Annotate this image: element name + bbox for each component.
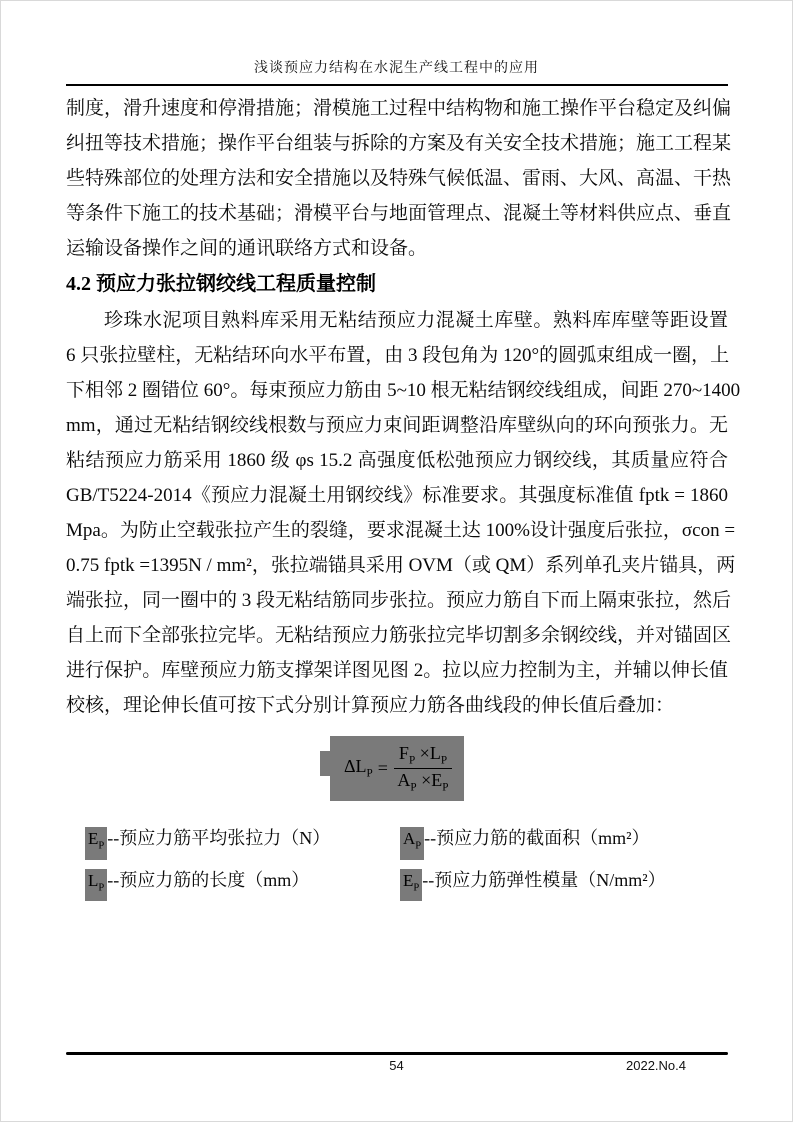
symbol-definitions (66, 818, 728, 901)
definition-item (400, 818, 650, 859)
definition-row (66, 818, 728, 859)
paragraph-line: 粘结预应力筋采用 1860 级 φs 15.2 高强度低松弛预应力钢绞线，其质量应符合 (66, 450, 728, 471)
fraction-numerator: $F_P \times L_P$ (394, 743, 452, 769)
symbol-chip: $L_P$ (85, 869, 107, 901)
paragraph-line: mm，通过无粘结钢绞线根数与预应力束间距调整沿库壁纵向的环向预张力。无 (66, 415, 728, 436)
paragraph-line: 校核，理论伸长值可按下式分别计算预应力筋各曲线段的伸长值后叠加： (66, 695, 675, 716)
paragraph-line: 自上而下全部张拉完毕。无粘结预应力筋张拉完毕切割多余钢绞线，并对锚固区 (66, 625, 732, 646)
paragraph-line: 纠扭等技术措施；操作平台组装与拆除的方案及有关安全技术措施；施工工程某 (66, 133, 732, 154)
paragraph-line: 进行保护。库壁预应力筋支撑架详图见图 2。拉以应力控制为主，并辅以伸长值 (66, 660, 728, 681)
formula-fraction (394, 743, 452, 793)
paragraph-line: 等条件下施工的技术基础；滑模平台与地面管理点、混凝土等材料供应点、垂直 (66, 203, 732, 224)
paragraph-line: 下相邻 2 圈错位 60°。每束预应力筋由 5~10 根无粘结钢绞线组成，间距 270~1400 (66, 380, 741, 401)
running-header-title: 浅谈预应力结构在水泥生产线工程中的应用 (254, 61, 539, 76)
formula-block (66, 736, 728, 801)
definition-item (85, 818, 400, 859)
definition-item (400, 860, 666, 901)
paragraph-line: 端张拉，同一圈中的 3 段无粘结筋同步张拉。预应力筋自下而上隔束张拉，然后 (66, 590, 732, 611)
footer-rule (66, 1052, 728, 1055)
definition-row (66, 860, 728, 901)
page-number: 54 (389, 1058, 404, 1073)
definition-text: --预应力筋弹性模量（N/mm²） (422, 869, 666, 890)
issue-label: 2022.No.4 (626, 1058, 686, 1073)
paragraph-line: 0.75 fptk =1395N / mm²，张拉端锚具采用 OVM（或 QM）系列单孔夹片锚具，两 (66, 555, 736, 576)
symbol-chip: $A_P$ (400, 827, 424, 859)
paragraph-line: GB/T5224-2014《预应力混凝土用钢绞线》标准要求。其强度标准值 fptk = 1860 (66, 485, 728, 506)
paragraph-line: 6 只张拉壁柱，无粘结环向水平布置，由 3 段包角为 120°的圆弧束组成一圈，上 (66, 345, 730, 366)
header-rule (66, 84, 728, 86)
paragraph-line: 些特殊部位的处理方法和安全措施以及特殊气候低温、雷雨、大风、高温、干热 (66, 168, 732, 189)
definition-text: --预应力筋的截面积（mm²） (424, 828, 650, 849)
paragraph-line: Mpa。为防止空载张拉产生的裂缝，要求混凝土达 100%设计强度后张拉，σcon = (66, 520, 736, 541)
formula-equals: = (377, 757, 388, 778)
paragraph-line: 珍珠水泥项目熟料库采用无粘结预应力混凝土库壁。熟料库库壁等距设置 (104, 310, 728, 331)
fraction-denominator: $A_P \times E_P$ (397, 769, 449, 794)
elongation-formula (330, 736, 464, 801)
definition-item (85, 860, 400, 901)
definition-text: --预应力筋平均张拉力（N） (107, 828, 331, 849)
section-heading: 4.2 预应力张拉钢绞线工程质量控制 (66, 273, 376, 295)
symbol-chip: $E_P$ (400, 869, 422, 901)
symbol-chip: $E_P$ (85, 827, 107, 859)
paragraph-line: 运输设备操作之间的通讯联络方式和设备。 (66, 238, 428, 259)
page-content (66, 91, 741, 901)
paragraph-line: 制度，滑升速度和停滑措施；滑模施工过程中结构物和施工操作平台稳定及纠偏 (66, 98, 732, 119)
formula-lhs: $\Delta L_P$ (343, 756, 373, 780)
definition-text: --预应力筋的长度（mm） (107, 869, 310, 890)
